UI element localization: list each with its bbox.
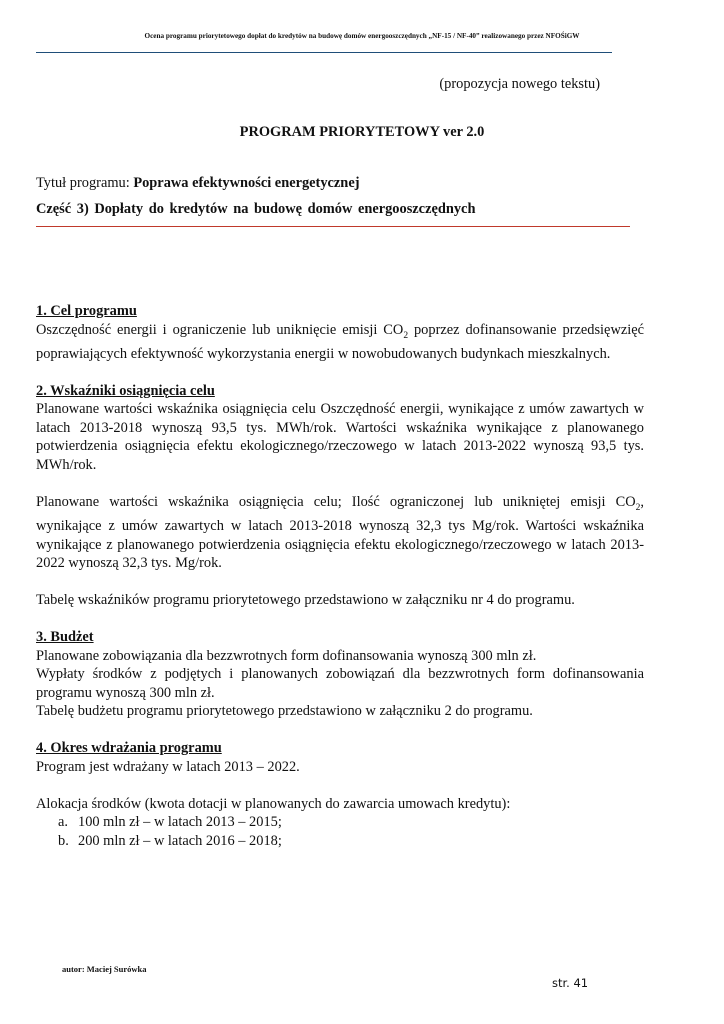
program-name-line: [36, 175, 360, 192]
section-3-line-1: Planowane zobowiązania dla bezzwrotnych form dofinansowania wynoszą 300 mln zł.: [36, 647, 537, 664]
document-body: [36, 302, 644, 850]
list-item: a. 100 mln zł – w latach 2013 – 2015;: [58, 814, 282, 831]
list-item: b. 200 mln zł – w latach 2016 – 2018;: [58, 832, 282, 849]
header-divider: [36, 52, 612, 53]
section-4-heading: 4. Okres wdrażania programu: [36, 740, 222, 757]
section-3-line-3: Tabelę budżetu programu priorytetowego przedstawiono w załączniku 2 do programu.: [36, 703, 533, 720]
running-header: Ocena programu priorytetowego dopłat do kredytów na budowę domów energooszczędnych „NF-15 / NF-40” realizowanego przez NFOŚiGW: [144, 32, 580, 40]
section-3-heading: 3. Budżet: [36, 629, 94, 646]
section-2-heading: 2. Wskaźniki osiągnięcia celu: [36, 382, 215, 399]
program-name-value: Poprawa efektywności energetycznej: [133, 175, 360, 191]
section-2-paragraph-1: Planowane wartości wskaźnika osiągnięcia celu Oszczędność energii, wynikające z umów zawartych w latach 2013-2018 wynoszą 93,5 tys. MWh/rok. Wartości wskaźnika wynikające z planowanego potwierdzenia osiągnięcia efektu ekologicznego/rzeczowego w latach 2013-2022 wynoszą 93,5 tys. MWh/rok.: [36, 401, 644, 473]
section-1-text: Oszczędność energii i ograniczenie lub uniknięcie emisji $CO_2$ poprzez dofinansowanie przedsięwzięć poprawiających efektywność wykorzystania energii w nowobudowanych budynkach mieszkalnych.: [36, 321, 644, 362]
footer-author: autor: Maciej Surówka: [62, 964, 147, 974]
program-title: PROGRAM PRIORYTETOWY ver 2.0: [239, 124, 485, 140]
allocation-intro: Alokacja środków (kwota dotacji w planowanych do zawarcia umowach kredytu):: [36, 795, 511, 812]
proposal-note: (propozycja nowego tekstu): [439, 76, 600, 92]
section-2-paragraph-3: Tabelę wskaźników programu priorytetowego przedstawiono w załączniku nr 4 do programu.: [36, 592, 575, 609]
section-2-paragraph-2: Planowane wartości wskaźnika osiągnięcia celu; Ilość ograniczonej lub unikniętej emisji $CO_2$, wynikające z umów zawartych w latach 2013-2018 wynoszą 32,3 tys Mg/rok. Wartości wskaźnika wynikające z planowanego potwierdzenia osiągnięcia efektu ekologicznego/rzeczowego w latach 2013-2022 wynoszą 32,3 tys. Mg/rok.: [36, 493, 644, 572]
part-line: Część 3) Dopłaty do kredytów na budowę domów energooszczędnych: [36, 201, 476, 217]
page-number: str. 41: [552, 976, 589, 990]
section-4-line-1: Program jest wdrażany w latach 2013 – 2022.: [36, 758, 300, 775]
allocation-list: [36, 813, 644, 850]
section-1-heading: 1. Cel programu: [36, 303, 137, 319]
title-divider: [36, 226, 630, 227]
program-name-label: Tytuł programu:: [36, 175, 134, 191]
section-3-line-2: Wypłaty środków z podjętych i planowanych zobowiązań dla bezzwrotnych form dofinansowania programu wynoszą 300 mln zł.: [36, 666, 644, 701]
